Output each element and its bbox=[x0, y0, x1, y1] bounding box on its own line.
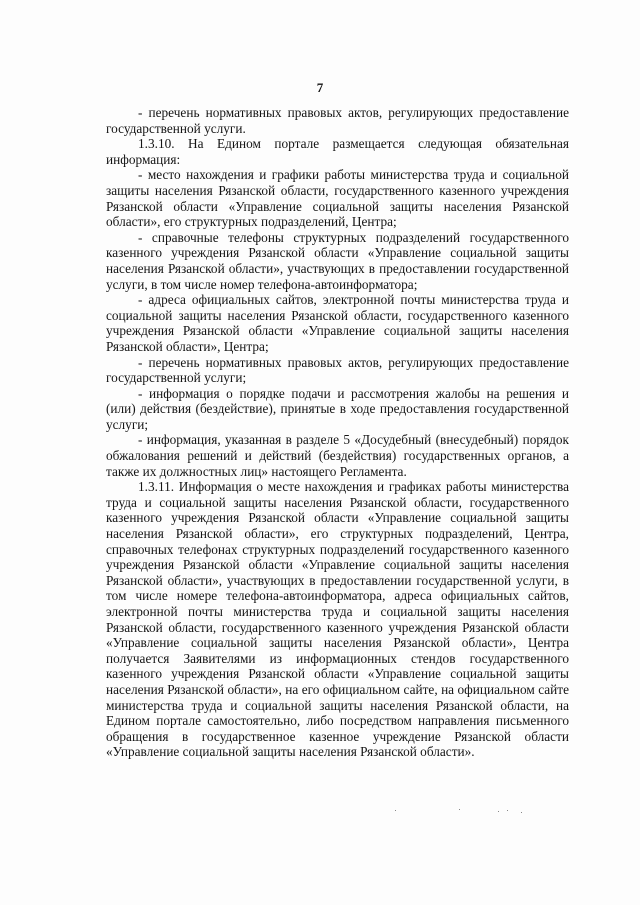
scan-speck bbox=[507, 810, 508, 811]
paragraph-1-3-11: 1.3.11. Информация о месте нахождения и графиках работы министерства труда и социальной защиты населения Рязанской области, государственного казенного учреждения Рязанской области «Управление социальной защиты населения Рязанской области», его структурных подразделений, Центра, справочных телефонах структурных подразделений государственного казенного учреждения Рязанской области «Управление социальной защиты населения Рязанской области», участвующих в предоставлении государственной услуги, в том числе номере телефона-автоинформатора, адреса официальных сайтов, электронной почты министерства труда и социальной защиты населения Рязанской области, государственного казенного учреждения Рязанской области «Управление социальной защиты населения Рязанской области», Центра получается Заявителями из информационных стендов государственного казенного учреждения Рязанской области «Управление социальной защиты населения Рязанской области», на его официальном сайте, на официальном сайте министерства труда и социальной защиты населения Рязанской области, на Едином портале самостоятельно, либо посредством направления письменного обращения в государственное казенное учреждение Рязанской области «Управление социальной защиты населения Рязанской области». bbox=[106, 479, 569, 760]
page-number: 7 bbox=[316, 80, 324, 95]
scan-speck bbox=[459, 809, 460, 810]
paragraph-list-item-acts-2: - перечень нормативных правовых актов, регулирующих предоставление государственной услуги; bbox=[106, 354, 569, 386]
scan-speck bbox=[395, 810, 396, 811]
paragraph-list-item-location: - место нахождения и графики работы министерства труда и социальной защиты населения Рязанской области, государственного казенного учреждения Рязанской области «Управление социальной защиты населения Рязанской области», его структурных подразделений, Центра; bbox=[106, 167, 569, 230]
paragraph-list-item-complaints: - информация о порядке подачи и рассмотрения жалобы на решения и (или) действия (бездействие), принятые в ходе предоставления государственной услуги; bbox=[106, 385, 569, 432]
paragraph-list-item-acts: - перечень нормативных правовых актов, регулирующих предоставление государственной услуги. bbox=[106, 105, 569, 136]
scan-speck bbox=[521, 812, 522, 813]
scan-artifacts bbox=[395, 808, 525, 814]
paragraph-list-item-section-5: - информация, указанная в разделе 5 «Досудебный (внесудебный) порядок обжалования решений и действий (бездействия) государственных органов, а также их должностных лиц» настоящего Регламента. bbox=[106, 432, 569, 479]
paragraph-list-item-websites: - адреса официальных сайтов, электронной почты министерства труда и социальной защиты населения Рязанской области, государственного казенного учреждения Рязанской области «Управление социальной защиты населения Рязанской области», Центра; bbox=[106, 292, 569, 354]
document-body bbox=[106, 105, 569, 760]
paragraph-1-3-10: 1.3.10. На Едином портале размещается следующая обязательная информация: bbox=[106, 136, 569, 167]
paragraph-list-item-phones: - справочные телефоны структурных подразделений государственного казенного учреждения Рязанской области «Управление социальной защиты населения Рязанской области», участвующих в предоставлении государственной услуги, в том числе номер телефона-автоинформатора; bbox=[106, 229, 569, 292]
scan-speck bbox=[498, 811, 499, 812]
